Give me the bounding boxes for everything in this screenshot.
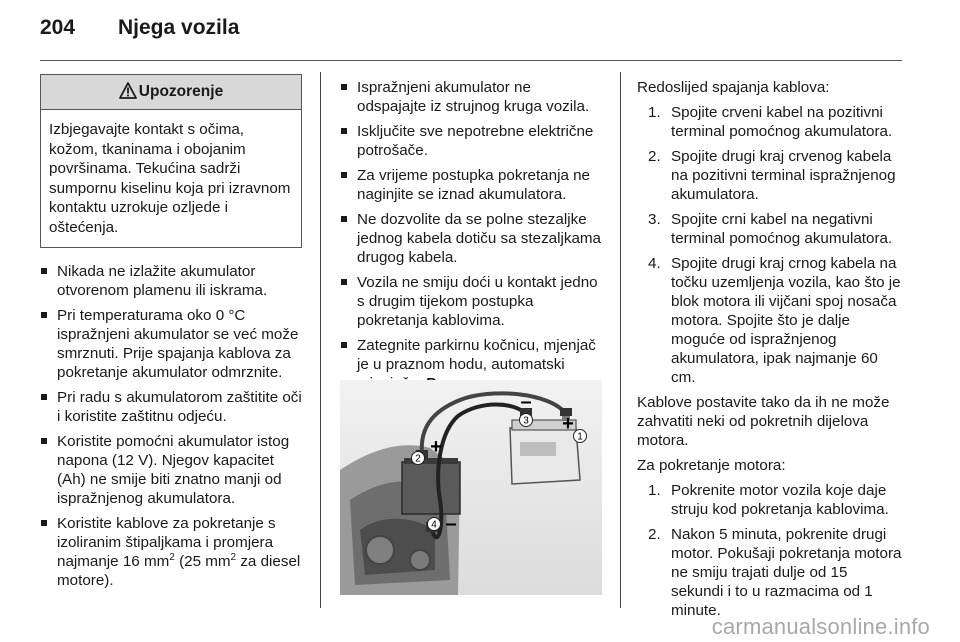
- svg-text:2: 2: [415, 453, 421, 465]
- middle-bullet-list: [340, 78, 604, 393]
- jump-start-diagram: [340, 380, 602, 595]
- discharged-battery: [402, 462, 460, 514]
- list-item: Isključite sve nepotrebne električne potrošače.: [340, 122, 604, 160]
- cable-placement-note: Kablove postavite tako da ih ne može zahvatiti neki od pokretnih dijelova motora.: [637, 394, 890, 449]
- callout-3: [520, 391, 533, 427]
- list-item: Zategnite parkirnu kočnicu, mjenjač je u praznom hodu, automatski: [340, 336, 604, 393]
- list-item: Ispražnjeni akumulator ne odspajajte iz strujnog kruga vozila.: [340, 78, 604, 116]
- header-divider: [40, 60, 902, 61]
- list-item: 1. Pokrenite motor vozila koje daje struju kod pokretanja kablovima.: [648, 482, 889, 518]
- page-number: 204: [40, 16, 76, 39]
- list-item: Koristite kablove za pokretanje s izoliranim štipaljkama i promjera najmanje 16 $mm^2$ (25 $mm^2$ za diesel motore).: [40, 514, 302, 590]
- list-item: 2. Nakon 5 minuta, pokrenite drugi motor. Pokušaji pokretanja motora ne smiju trajati dulje od 15 sekundi i to u razmacima od 1 minute.: [648, 526, 902, 619]
- list-item: Za vrijeme postupka pokretanja ne naginjite se iznad akumulatora.: [340, 166, 604, 204]
- list-item: Ne dozvolite da se polne stezaljke jednog kabela dotiču sa stezaljkama drugog kabela.: [340, 210, 604, 267]
- connection-order-intro: Redoslijed spajanja kablova:: [637, 79, 830, 96]
- svg-text:–: –: [445, 513, 457, 535]
- page-header: [0, 0, 960, 62]
- engine-pulley: [410, 550, 430, 570]
- list-item: 4. Spojite drugi kraj crnog kabela na točku uzemljenja vozila, kao što je blok motora ili vijčani spoj nosača motora. Spojite što je dalje moguće od ispražnjenog akumulatora, ipak najmanje 60 cm.: [648, 255, 901, 386]
- right-column: [637, 78, 903, 626]
- list-item: 3. Spojite crni kabel na negativni terminal pomoćnog akumulatora.: [648, 211, 893, 247]
- middle-column: [340, 78, 604, 399]
- warning-box: [40, 74, 302, 248]
- column-divider-right: [620, 72, 621, 608]
- battery-label: [520, 442, 556, 456]
- svg-text:+: +: [430, 436, 442, 458]
- list-item: 1. Spojite crveni kabel na pozitivni terminal pomoćnog akumulatora.: [648, 104, 893, 140]
- engine-pulley: [366, 536, 394, 564]
- start-steps-list: [637, 481, 903, 620]
- list-item: Nikada ne izlažite akumulator otvorenom plamenu ili iskrama.: [40, 262, 302, 300]
- list-item: Pri temperaturama oko 0 °C ispražnjeni akumulator se već može smrznuti. Prije spajanja kablova za pokretanje akumulator odmrznite.: [40, 306, 302, 382]
- svg-text:–: –: [520, 391, 532, 413]
- connection-steps-list: [637, 103, 903, 387]
- list-item: Vozila ne smiju doći u kontakt jedno s drugim tijekom postupka pokretanja kablovima.: [340, 273, 604, 330]
- jump-start-illustration: [340, 380, 602, 595]
- page-title: Njega vozila: [118, 16, 240, 39]
- warning-header: [41, 75, 301, 110]
- svg-text:3: 3: [523, 415, 529, 427]
- warning-text: Izbjegavajte kontakt s očima, kožom, tkaninama i obojanim površinama. Tekućina sadrži sumpornu kiselinu koja pri izravnom kontaktu uzrokuje ozljede i oštećenja.: [49, 121, 291, 236]
- svg-text:1: 1: [577, 431, 583, 443]
- svg-text:4: 4: [431, 519, 437, 531]
- list-item: Pri radu s akumulatorom zaštitite oči i koristite zaštitnu odjeću.: [40, 388, 302, 426]
- watermark: carmanualsonline.info: [711, 614, 930, 639]
- list-item: 2. Spojite drugi kraj crvenog kabela na pozitivni terminal ispražnjenog akumulatora.: [648, 148, 896, 203]
- column-divider-left: [320, 72, 321, 608]
- engine-start-intro: Za pokretanje motora:: [637, 457, 786, 474]
- svg-text:+: +: [562, 413, 574, 435]
- left-bullet-list: [40, 262, 302, 590]
- list-item: Koristite pomoćni akumulator istog napona (12 V). Njegov kapacitet (Ah) ne smije biti znatno manji od ispražnjenog akumulatora.: [40, 432, 302, 508]
- warning-triangle-icon: [119, 82, 137, 99]
- warning-title: Upozorenje: [138, 83, 224, 100]
- left-column: [40, 74, 302, 596]
